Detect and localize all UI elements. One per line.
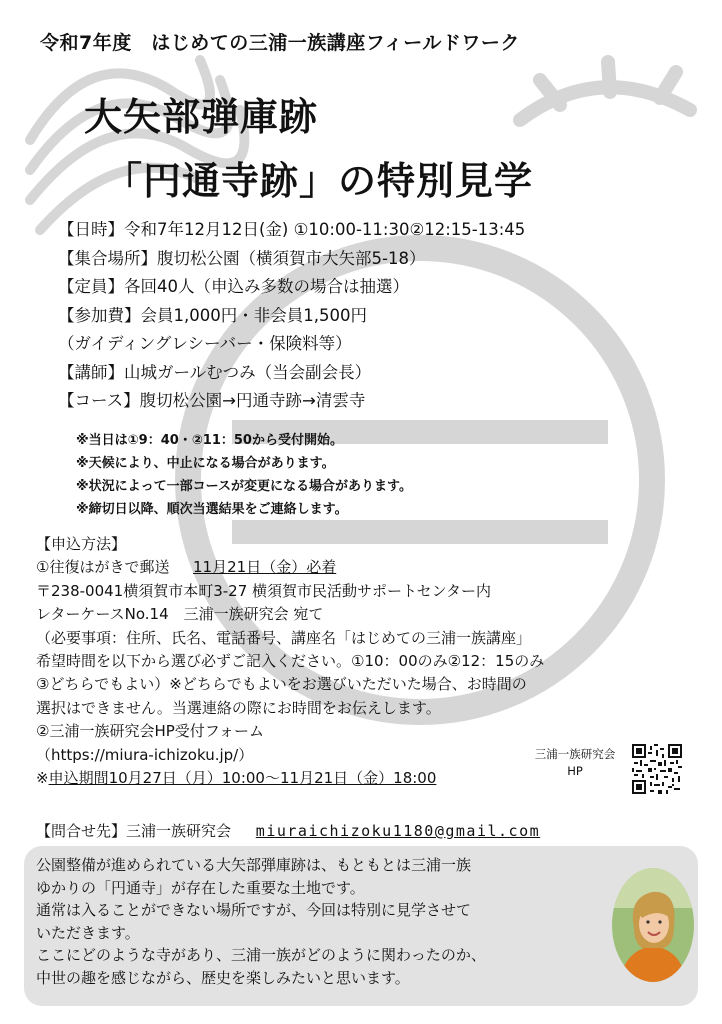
note-item: ※状況によって一部コースが変更になる場合があります。	[76, 479, 412, 494]
apply-postal-deadline: 11月21日（金）必着	[193, 558, 337, 577]
apply-web-label: ②三浦一族研究会HP受付フォーム	[36, 722, 265, 741]
apply-address-1: 〒238-0041横須賀市本町3-27 横須賀市民活動サポートセンター内	[36, 581, 491, 600]
apply-period-mark: ※	[36, 769, 49, 788]
contact-line	[36, 820, 540, 841]
note-item: ※締切日以降、順次当選結果をご連絡します。	[76, 502, 348, 517]
note-item: ※当日は①9：40・②11：50から受付開始。	[76, 433, 343, 448]
title-line-2: 「円通寺跡」の特別見学	[104, 159, 534, 203]
apply-requirements-1: （必要事項：住所、氏名、電話番号、講座名「はじめての三浦一族講座」	[36, 628, 532, 647]
description-line: 中世の趣を感じながら、歴史を楽しみたいと思います。	[36, 968, 410, 987]
detail-meeting-place: 【集合場所】腹切松公園（横須賀市大矢部5-18）	[58, 248, 426, 268]
title-line-1: 大矢部弾庫跡	[84, 95, 319, 139]
detail-capacity: 【定員】各回40人（申込み多数の場合は抽選）	[58, 277, 409, 296]
note-item: ※天候により、中止になる場合があります。	[76, 456, 335, 471]
apply-requirements-4: 選択はできません。当選連絡の際にお時間をお伝えします。	[36, 698, 441, 717]
event-series-heading: 令和7年度 はじめての三浦一族講座フィールドワーク	[40, 32, 520, 54]
detail-course: 【コース】腹切松公園→円通寺跡→清雲寺	[58, 391, 366, 410]
lecturer-photo	[612, 868, 694, 982]
apply-requirements-3: ③どちらでもよい）※どちらでもよいをお選びいただいた場合、お時間の	[36, 675, 527, 694]
detail-lecturer: 【講師】山城ガールむつみ（当会副会長）	[58, 362, 372, 382]
event-details	[58, 216, 525, 416]
apply-web-url[interactable]: （https://miura-ichizoku.jp/）	[36, 745, 254, 764]
detail-datetime: 【日時】令和7年12月12日(金) ①10:00-11:30②12:15-13:45	[58, 220, 526, 239]
apply-address-2: レターケースNo.14 三浦一族研究会 宛て	[36, 605, 324, 624]
apply-postal-label: ①往復はがきで郵送	[36, 558, 170, 577]
contact-email-link[interactable]: miuraichizoku1180@gmail.com	[255, 822, 541, 840]
qr-caption-line-1: 三浦一族研究会	[534, 747, 616, 761]
qr-caption	[522, 746, 628, 780]
description-line: 通常は入ることができない場所ですが、今回は特別に見学させて	[36, 901, 472, 920]
contact-label: 【問合せ先】三浦一族研究会	[36, 822, 232, 840]
qr-caption-line-2: HP	[567, 764, 583, 778]
apply-postal-line	[36, 556, 696, 579]
description-line: ここにどのような寺があり、三浦一族がどのように関わったのか、	[36, 946, 486, 965]
sun-rays	[520, 62, 690, 120]
detail-fee-note: （ガイディングレシーバー・保険料等）	[58, 334, 352, 353]
apply-period: 申込期間10月27日（月）10:00～11月21日（金）18:00	[48, 769, 437, 788]
notes-list	[76, 429, 412, 521]
description-line: いただきます。	[36, 923, 140, 942]
description-line: 公園整備が進められている大矢部弾庫跡は、もともとは三浦一族	[36, 856, 472, 874]
description-line: ゆかりの「円通寺」が存在した重要な土地です。	[36, 878, 365, 897]
description-text	[36, 854, 486, 990]
apply-heading: 【申込方法】	[36, 535, 127, 553]
apply-requirements-2: 希望時間を以下から選び必ずご記入ください。①10：00のみ②12：15のみ	[36, 652, 545, 671]
qr-code-icon[interactable]	[632, 744, 682, 794]
detail-fee: 【参加費】会員1,000円・非会員1,500円	[58, 305, 367, 325]
